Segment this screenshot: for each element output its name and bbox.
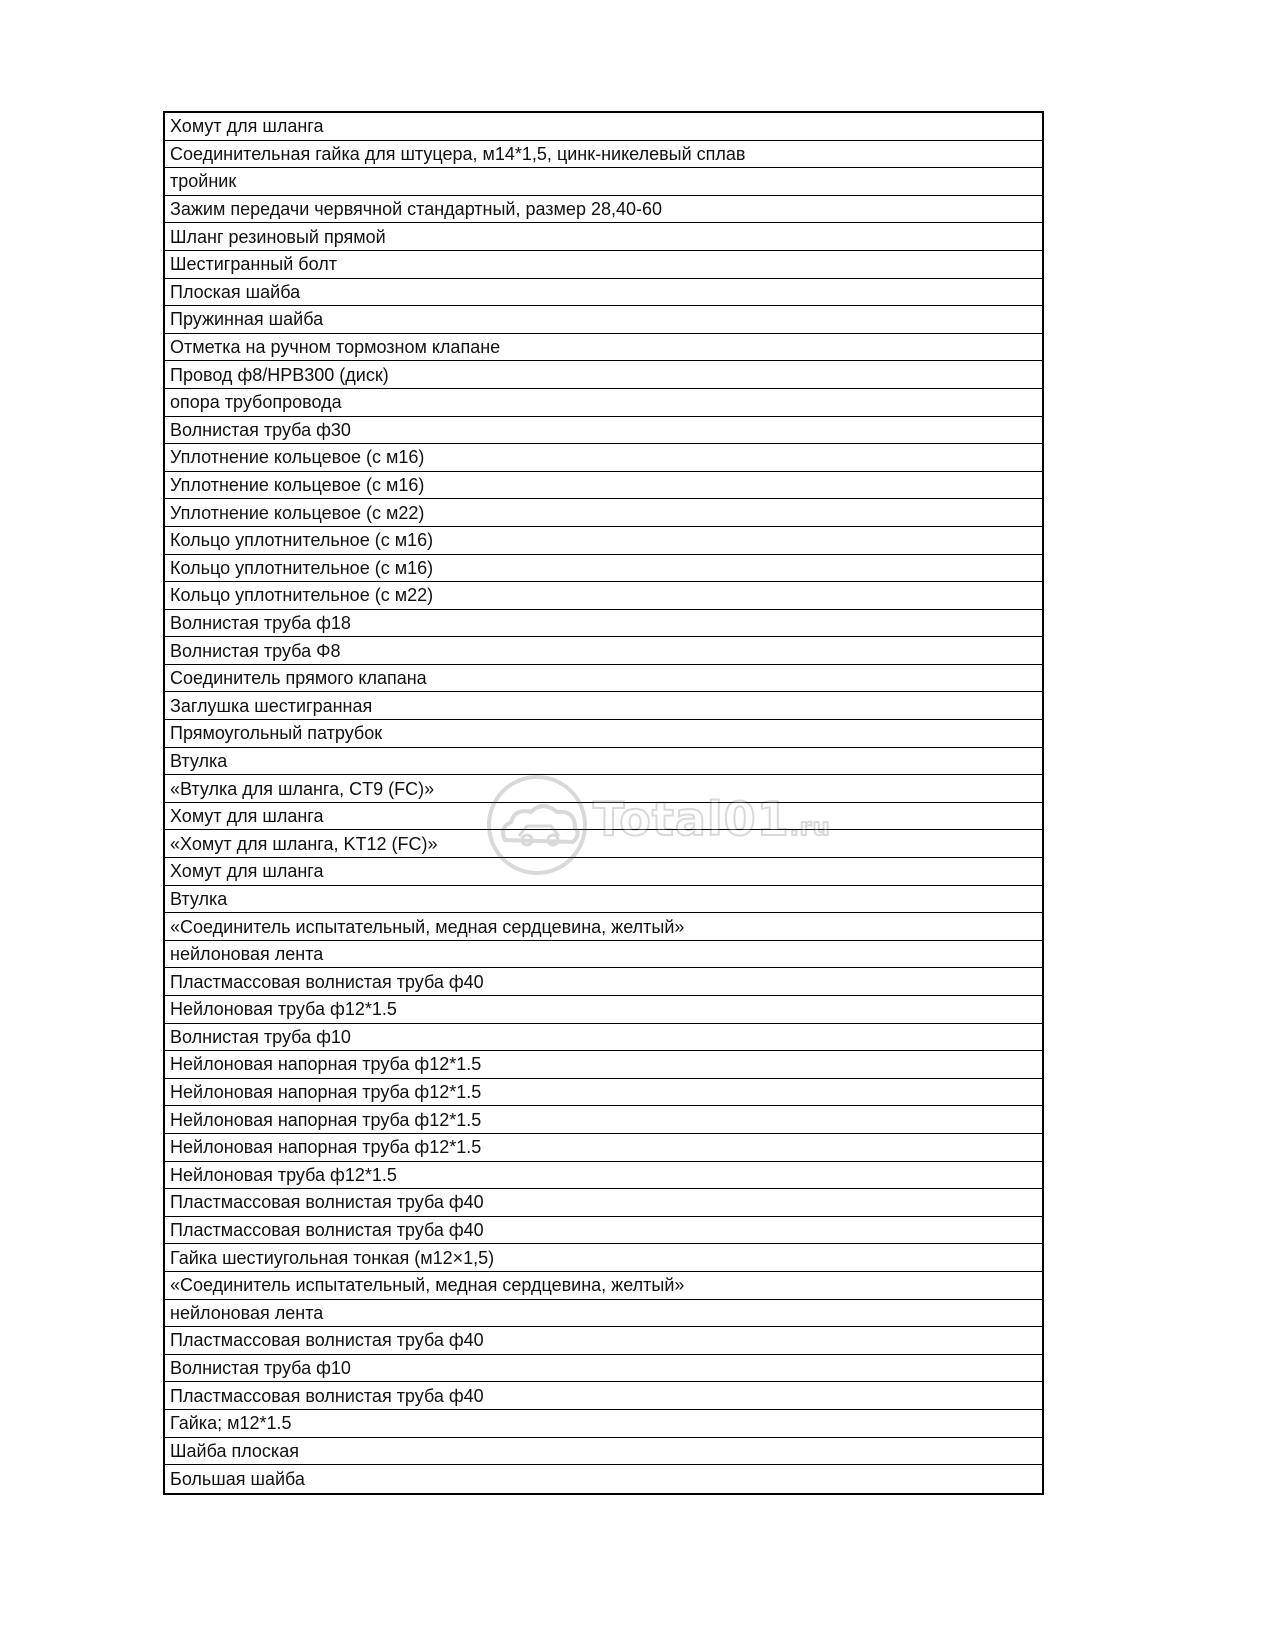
table-row: Нейлоновая напорная труба ф12*1.5 bbox=[165, 1079, 1042, 1107]
table-row: Кольцо уплотнительное (с м16) bbox=[165, 527, 1042, 555]
table-row: Нейлоновая труба ф12*1.5 bbox=[165, 1162, 1042, 1190]
parts-table bbox=[163, 111, 1044, 1495]
table-row: «Хомут для шланга, KT12 (FC)» bbox=[165, 830, 1042, 858]
table-row: Волнистая труба ф30 bbox=[165, 417, 1042, 445]
table-row: Прямоугольный патрубок bbox=[165, 720, 1042, 748]
table-row: Пластмассовая волнистая труба ф40 bbox=[165, 1382, 1042, 1410]
table-row: Нейлоновая напорная труба ф12*1.5 bbox=[165, 1106, 1042, 1134]
table-row: Заглушка шестигранная bbox=[165, 692, 1042, 720]
table-row: Соединитель прямого клапана bbox=[165, 665, 1042, 693]
table-row: Волнистая труба ф18 bbox=[165, 610, 1042, 638]
table-row: Хомут для шланга bbox=[165, 113, 1042, 141]
table-row: Уплотнение кольцевое (с м22) bbox=[165, 499, 1042, 527]
table-row: Провод ф8/HPB300 (диск) bbox=[165, 361, 1042, 389]
table-row: Волнистая труба ф10 bbox=[165, 1355, 1042, 1383]
table-row: Гайка шестиугольная тонкая (м12×1,5) bbox=[165, 1244, 1042, 1272]
table-row: Волнистая труба ф10 bbox=[165, 1024, 1042, 1052]
table-row: Уплотнение кольцевое (с м16) bbox=[165, 444, 1042, 472]
table-row: «Втулка для шланга, CT9 (FC)» bbox=[165, 775, 1042, 803]
watermark-text: Total01.ru bbox=[593, 792, 831, 846]
table-row: Гайка; м12*1.5 bbox=[165, 1410, 1042, 1438]
table-row: Шестигранный болт bbox=[165, 251, 1042, 279]
table-row: Пластмассовая волнистая труба ф40 bbox=[165, 1327, 1042, 1355]
table-row: Втулка bbox=[165, 748, 1042, 776]
table-row: Зажим передачи червячной стандартный, размер 28,40-60 bbox=[165, 196, 1042, 224]
table-row: «Соединитель испытательный, медная сердцевина, желтый» bbox=[165, 1272, 1042, 1300]
table-row: Кольцо уплотнительное (с м16) bbox=[165, 555, 1042, 583]
table-row: Втулка bbox=[165, 886, 1042, 914]
table-row: Пластмассовая волнистая труба ф40 bbox=[165, 968, 1042, 996]
table-row: Большая шайба bbox=[170, 1468, 305, 1489]
table-row: «Соединитель испытательный, медная сердцевина, желтый» bbox=[165, 913, 1042, 941]
table-row: Уплотнение кольцевое (с м16) bbox=[165, 472, 1042, 500]
table-row: Соединительная гайка для штуцера, м14*1,5, цинк-никелевый сплав bbox=[165, 141, 1042, 169]
table-row: нейлоновая лента bbox=[165, 1300, 1042, 1328]
table-row: Нейлоновая труба ф12*1.5 bbox=[165, 996, 1042, 1024]
table-row: Кольцо уплотнительное (с м22) bbox=[165, 582, 1042, 610]
table-row: тройник bbox=[165, 168, 1042, 196]
table-row: Нейлоновая напорная труба ф12*1.5 bbox=[165, 1134, 1042, 1162]
table-row: Пружинная шайба bbox=[165, 306, 1042, 334]
table-row: опора трубопровода bbox=[165, 389, 1042, 417]
table-row: Пластмассовая волнистая труба ф40 bbox=[165, 1217, 1042, 1245]
table-row: Хомут для шланга bbox=[165, 803, 1042, 831]
table-row: Плоская шайба bbox=[165, 279, 1042, 307]
table-row: Нейлоновая напорная труба ф12*1.5 bbox=[165, 1051, 1042, 1079]
table-row: Шланг резиновый прямой bbox=[165, 223, 1042, 251]
table-row: Шайба плоская bbox=[165, 1438, 1042, 1466]
table-row: Пластмассовая волнистая труба ф40 bbox=[165, 1189, 1042, 1217]
table-row: Отметка на ручном тормозном клапане bbox=[165, 334, 1042, 362]
table-row: Волнистая труба Φ8 bbox=[165, 637, 1042, 665]
table-row: нейлоновая лента bbox=[165, 941, 1042, 969]
table-row: Хомут для шланга bbox=[165, 858, 1042, 886]
